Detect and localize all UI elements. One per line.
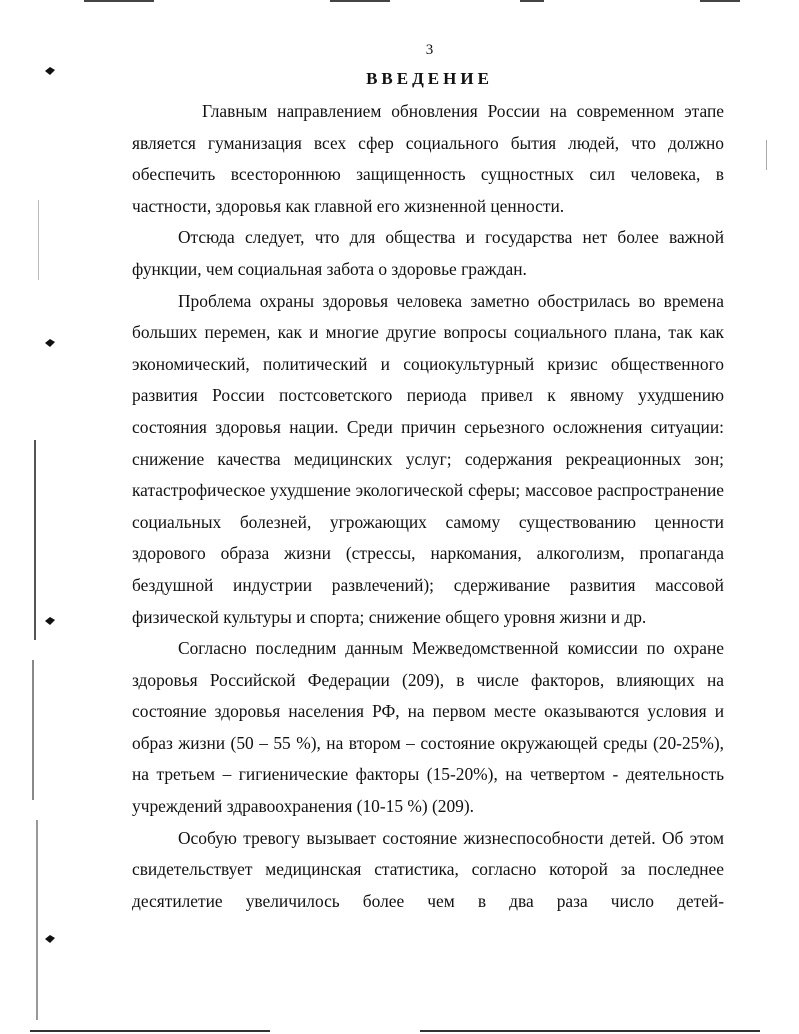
paragraph: Особую тревогу вызывает состояние жизнеспособности детей. Об этом свидетельствует медицинская статистика, согласно которой за последнее десятилетие увеличилось более чем в два раза число детей- — [132, 827, 724, 911]
binding-hole-mark — [44, 616, 56, 626]
scan-bottom-edge — [0, 1026, 799, 1034]
margin-binding-line — [32, 660, 34, 800]
paragraph: Отсюда следует, что для общества и государства нет более важной функции, чем социальная забота о здоровье граждан. — [132, 227, 724, 279]
binding-hole-mark — [44, 934, 56, 944]
document-body — [132, 96, 724, 917]
paragraph: Главным направлением обновления России на современном этапе является гуманизация всех сфер социального бытия людей, что должно обеспечить всестороннюю защищенность сущностных сил человека, в частности, здоровья как главной его жизненной ценности. — [132, 101, 724, 216]
binding-hole-mark — [44, 338, 56, 348]
scan-top-edge — [0, 0, 799, 6]
margin-binding-line — [38, 200, 39, 280]
section-heading: ВВЕДЕНИЕ — [366, 69, 493, 88]
paragraph: Согласно последним данным Межведомственной комиссии по охране здоровья Российской Федерации (209), в числе факторов, влияющих на состояние здоровья населения РФ, на первом месте оказываются условия и образ жизни (50 – 55 %), на втором – состояние окружающей среды (20-25%), на третьем – гигиенические факторы (15-20%), на четвертом - деятельность учреждений здравоохранения (10-15 %) (209). — [132, 638, 724, 817]
paragraph: Проблема охраны здоровья человека заметно обострилась во времена больших перемен, как и многие другие вопросы социального плана, так как экономический, политический и социокультурный кризис общественного развития России постсоветского периода привел к явному ухудшению состояния здоровья нации. Среди причин серьезного осложнения ситуации: снижение качества медицинских услуг; содержания рекреационных зон; катастрофическое ухудшение экологической сферы; массовое распространение социальных болезней, угрожающих самому существованию ценности здорового образа жизни (стрессы, наркомания, алкоголизм, пропаганда бездушной индустрии развлечений); сдерживание развития массовой физической культуры и спорта; снижение общего уровня жизни и др. — [132, 290, 724, 627]
margin-binding-line — [36, 820, 38, 1020]
margin-binding-line — [34, 440, 36, 640]
page-number: 3 — [425, 42, 434, 58]
margin-binding-line — [766, 140, 767, 170]
